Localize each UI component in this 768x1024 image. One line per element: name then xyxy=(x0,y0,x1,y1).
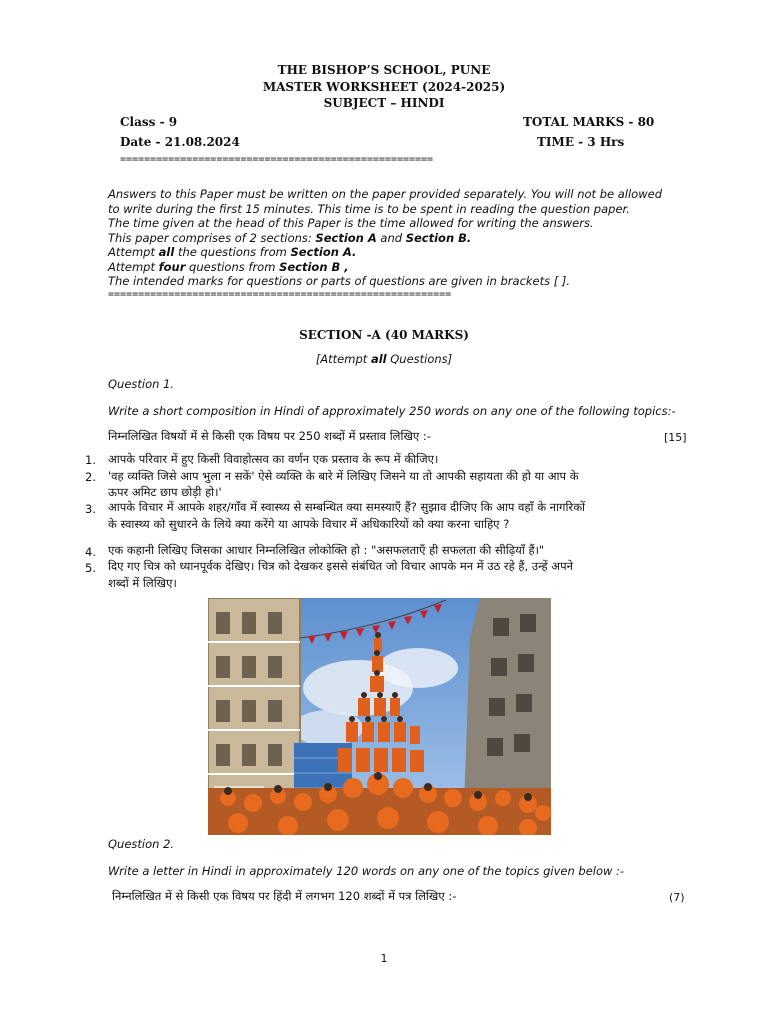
list-item-continuation: के स्वास्थ्य को सुधारने के लिये क्या करेंगे या आपके विचार में अधिकारियों को क्या करना चाहिए ? xyxy=(108,517,510,531)
instruction-emphasis: Section A xyxy=(315,231,377,245)
attempt-text: [Attempt xyxy=(315,352,371,366)
list-item: दिए गए चित्र को ध्यानपूर्वक देखिए। चित्र को देखकर इससे संबंधित जो विचार आपके मन में उठ रहे हैं, उन्हें अपने xyxy=(108,559,574,573)
list-item-continuation: ऊपर अमिट छाप छोड़ी हो।' xyxy=(108,485,222,499)
question-1-prompt-hindi: निम्नलिखित विषयों में से किसी एक विषय पर 250 शब्दों में प्रस्ताव लिखिए :- xyxy=(108,429,431,443)
question-2-prompt: Write a letter in Hindi in approximately 120 words on any one of the topics given below :- xyxy=(108,864,625,878)
subject-title: SUBJECT – HINDI xyxy=(323,96,445,110)
question-2-prompt-hindi: निम्नलिखित में से किसी एक विषय पर हिंदी में लगभग 120 शब्दों में पत्र लिखिए :- xyxy=(112,889,457,903)
total-marks: TOTAL MARKS - 80 xyxy=(523,115,655,129)
human-pyramid-photo xyxy=(208,598,551,835)
list-item-number: 2. xyxy=(85,470,96,484)
instruction-text: Attempt xyxy=(108,260,159,274)
list-item-number: 3. xyxy=(85,502,96,516)
attempt-emphasis: all xyxy=(370,352,387,366)
instruction-emphasis: Section A. xyxy=(290,245,357,259)
instruction-emphasis: Section B , xyxy=(279,260,349,274)
instruction-line: The time given at the head of this Paper is the time allowed for writing the answers. xyxy=(108,216,594,230)
question-2-marks: (7) xyxy=(669,891,685,904)
instruction-emphasis: all xyxy=(158,245,175,259)
section-a-attempt xyxy=(0,352,768,366)
list-item-number: 4. xyxy=(85,545,96,559)
instruction-text: Attempt xyxy=(108,245,159,259)
list-item-continuation: शब्दों में लिखिए। xyxy=(108,576,177,590)
instruction-text: and xyxy=(376,231,406,245)
instruction-line: to write during the first 15 minutes. This time is to be spent in reading the question paper. xyxy=(108,202,630,216)
list-item-number: 1. xyxy=(85,453,96,467)
list-item: आपके विचार में आपके शहर/गाँव में स्वास्थ्य से सम्बन्धित क्या समस्याएँ हैं? सुझाव दीजिए कि आप वहाँ के नागरिकों xyxy=(108,500,586,514)
page-number: 1 xyxy=(380,952,388,965)
instruction-line xyxy=(108,231,471,246)
time-label: TIME - 3 Hrs xyxy=(537,135,625,149)
instruction-text: the questions from xyxy=(174,245,291,259)
school-name: THE BISHOP’S SCHOOL, PUNE xyxy=(277,63,491,77)
question-1-marks: [15] xyxy=(664,431,687,444)
instruction-line: Answers to this Paper must be written on the paper provided separately. You will not be allowed xyxy=(108,187,662,201)
separator-line: ==================================================== xyxy=(120,154,434,165)
section-a-title: SECTION -A (40 MARKS) xyxy=(299,328,469,342)
question-1-prompt: Write a short composition in Hindi of approximately 250 words on any one of the following topics:- xyxy=(108,404,676,418)
instruction-text: This paper comprises of 2 sections: xyxy=(108,231,316,245)
attempt-text: Questions] xyxy=(386,352,453,366)
list-item: 'वह व्यक्ति जिसे आप भुला न सकें' ऐसे व्यक्ति के बारे में लिखिए जिसने या तो आपकी सहायता की हो या आप के xyxy=(108,469,579,483)
list-item-number: 5. xyxy=(85,561,96,575)
list-item: एक कहानी लिखिए जिसका आधार निम्नलिखित लोकोक्ति हो : "असफलताएँ ही सफलता की सीढ़ियाँ हैं।" xyxy=(108,543,545,557)
instruction-text: questions from xyxy=(185,260,280,274)
worksheet-title: MASTER WORKSHEET (2024-2025) xyxy=(262,80,506,94)
date-label: Date - 21.08.2024 xyxy=(120,135,240,149)
instruction-emphasis: Section B. xyxy=(405,231,472,245)
instruction-emphasis: four xyxy=(158,260,186,274)
separator-line: ========================================================= xyxy=(108,289,452,300)
class-label: Class - 9 xyxy=(120,115,178,129)
question-2-label: Question 2. xyxy=(108,837,175,851)
instruction-line: The intended marks for questions or parts of questions are given in brackets [ ]. xyxy=(108,274,571,288)
question-1-label: Question 1. xyxy=(108,377,175,391)
instruction-line xyxy=(108,260,349,275)
list-item: आपके परिवार में हुए किसी विवाहोत्सव का वर्णन एक प्रस्ताव के रूप में कीजिए। xyxy=(108,452,439,466)
instruction-line xyxy=(108,245,356,260)
